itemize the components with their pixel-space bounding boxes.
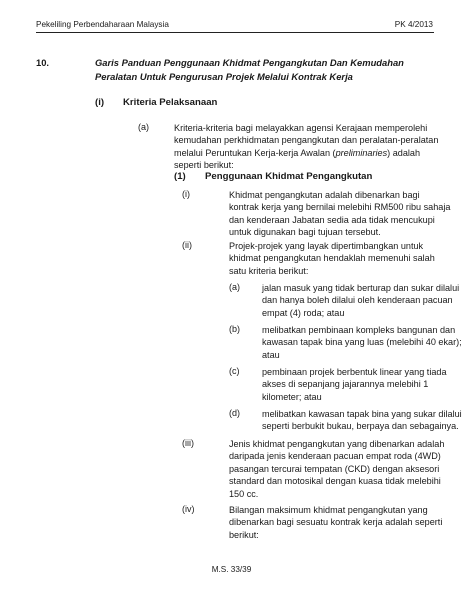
- item-iii-line: standard dan motosikal dengan kuasa tidak melebihi: [229, 476, 441, 487]
- section-title-line: Garis Panduan Penggunaan Khidmat Pengangkutan Dan Kemudahan: [95, 57, 404, 68]
- para-a-line: seperti berikut:: [174, 160, 234, 171]
- subitem-line: jalan masuk yang tidak berturap dan sukar dilalui: [262, 283, 460, 293]
- item-ii-line: satu kriteria berikut:: [229, 265, 309, 276]
- item-ii-label: (ii): [182, 240, 192, 250]
- subitem-line: dan hanya boleh dilalui oleh kenderaan pacuan: [262, 295, 453, 306]
- item-i-line: Khidmat pengangkutan adalah dibenarkan bagi: [229, 190, 420, 200]
- item-ii-line: khidmat pengangkutan hendaklah memenuhi salah: [229, 253, 435, 264]
- item-ii-line: Projek-projek yang layak dipertimbangkan untuk: [229, 241, 424, 251]
- para-a-line: Kriteria-kriteria bagi melayakkan agensi Kerajaan memperolehi: [174, 123, 428, 133]
- para-a-line-part: melalui Peruntukan Kerja-kerja Awalan (: [174, 147, 336, 158]
- item-i-line: dan kenderaan Jabatan sedia ada tidak mencukupi: [229, 214, 435, 225]
- subitem-line: kawasan tapak bina yang luas (melebihi 40 ekar);: [262, 337, 462, 348]
- subitem-line: melibatkan kawasan tapak bina yang sukar dilalui: [262, 409, 462, 419]
- subitem-line: seperti berbukit bukau, berpaya dan sebagainya.: [262, 421, 459, 432]
- item-i-line: kontrak kerja yang bernilai melebihi RM500 ribu sahaja: [229, 202, 451, 213]
- subitem-line: pembinaan projek berbentuk linear yang tiada: [262, 367, 447, 377]
- para-a-line-part: ) adalah: [387, 147, 421, 158]
- page-number: M.S. 33/39: [211, 565, 252, 574]
- header-rule: [36, 32, 434, 33]
- item-iii-label: (iii): [182, 438, 194, 448]
- subitem-d-text: [262, 408, 462, 433]
- item-i-line: untuk digunakan bagi tujuan tersebut.: [229, 227, 381, 238]
- section-title: [95, 56, 435, 84]
- para-a-line: [174, 147, 432, 159]
- para-a-line: kemudahan perkhidmatan pengangkutan dan peralatan-peralatan: [174, 135, 439, 146]
- subitem-line: empat (4) roda; atau: [262, 307, 345, 318]
- subitem-c-text: [262, 366, 447, 403]
- subitem-line: melibatkan pembinaan kompleks bangunan dan: [262, 325, 456, 335]
- item-iv-label: (iv): [182, 504, 195, 514]
- subitem-line: atau: [262, 349, 280, 360]
- subitem-line: akses di sepanjang jajarannya melebihi 1: [262, 379, 429, 390]
- item-iv-line: Bilangan maksimum khidmat pengangkutan yang: [229, 505, 428, 515]
- item-iii-line: pasangan tercurai tempatan (CKD) dengan aksesori: [229, 463, 440, 474]
- para-a-label: (a): [138, 122, 149, 132]
- item-i-label: (i): [182, 189, 190, 199]
- header-right: PK 4/2013: [394, 20, 433, 29]
- item-i-text: [229, 189, 451, 239]
- section-number: 10.: [36, 57, 50, 68]
- subitem-a-label: (a): [229, 282, 240, 292]
- item-iii-text: [229, 438, 445, 500]
- subitem-c-label: (c): [229, 366, 240, 376]
- item-iii-line: Jenis khidmat pengangkutan yang dibenarkan adalah: [229, 439, 445, 449]
- subitem-b-label: (b): [229, 324, 240, 334]
- item-ii-text: [229, 240, 434, 277]
- para-a-italic-term: preliminaries: [335, 147, 388, 158]
- section-title-line: Peralatan Untuk Pengurusan Projek Melalui Kontrak Kerja: [95, 71, 353, 82]
- subitem-d-label: (d): [229, 408, 240, 418]
- subitem-a-text: [262, 282, 460, 319]
- header-left: Pekeliling Perbendaharaan Malaysia: [36, 20, 169, 29]
- subsection-label: (i): [95, 97, 105, 108]
- subitem-line: kilometer; atau: [262, 391, 322, 402]
- item-iii-line: daripada jenis kenderaan pacuan empat roda (4WD): [229, 451, 441, 462]
- item-iv-text: [229, 504, 443, 541]
- subsection-1-title: Penggunaan Khidmat Pengangkutan: [205, 171, 373, 182]
- subsection-title: Kriteria Pelaksanaan: [123, 97, 218, 108]
- subsection-1-label: (1): [174, 171, 186, 182]
- item-iv-line: berikut:: [229, 529, 259, 540]
- subitem-b-text: [262, 324, 462, 361]
- item-iii-line: 150 cc.: [229, 488, 259, 499]
- para-a-text: [174, 122, 439, 172]
- item-iv-line: dibenarkan bagi sesuatu kontrak kerja adalah seperti: [229, 517, 443, 528]
